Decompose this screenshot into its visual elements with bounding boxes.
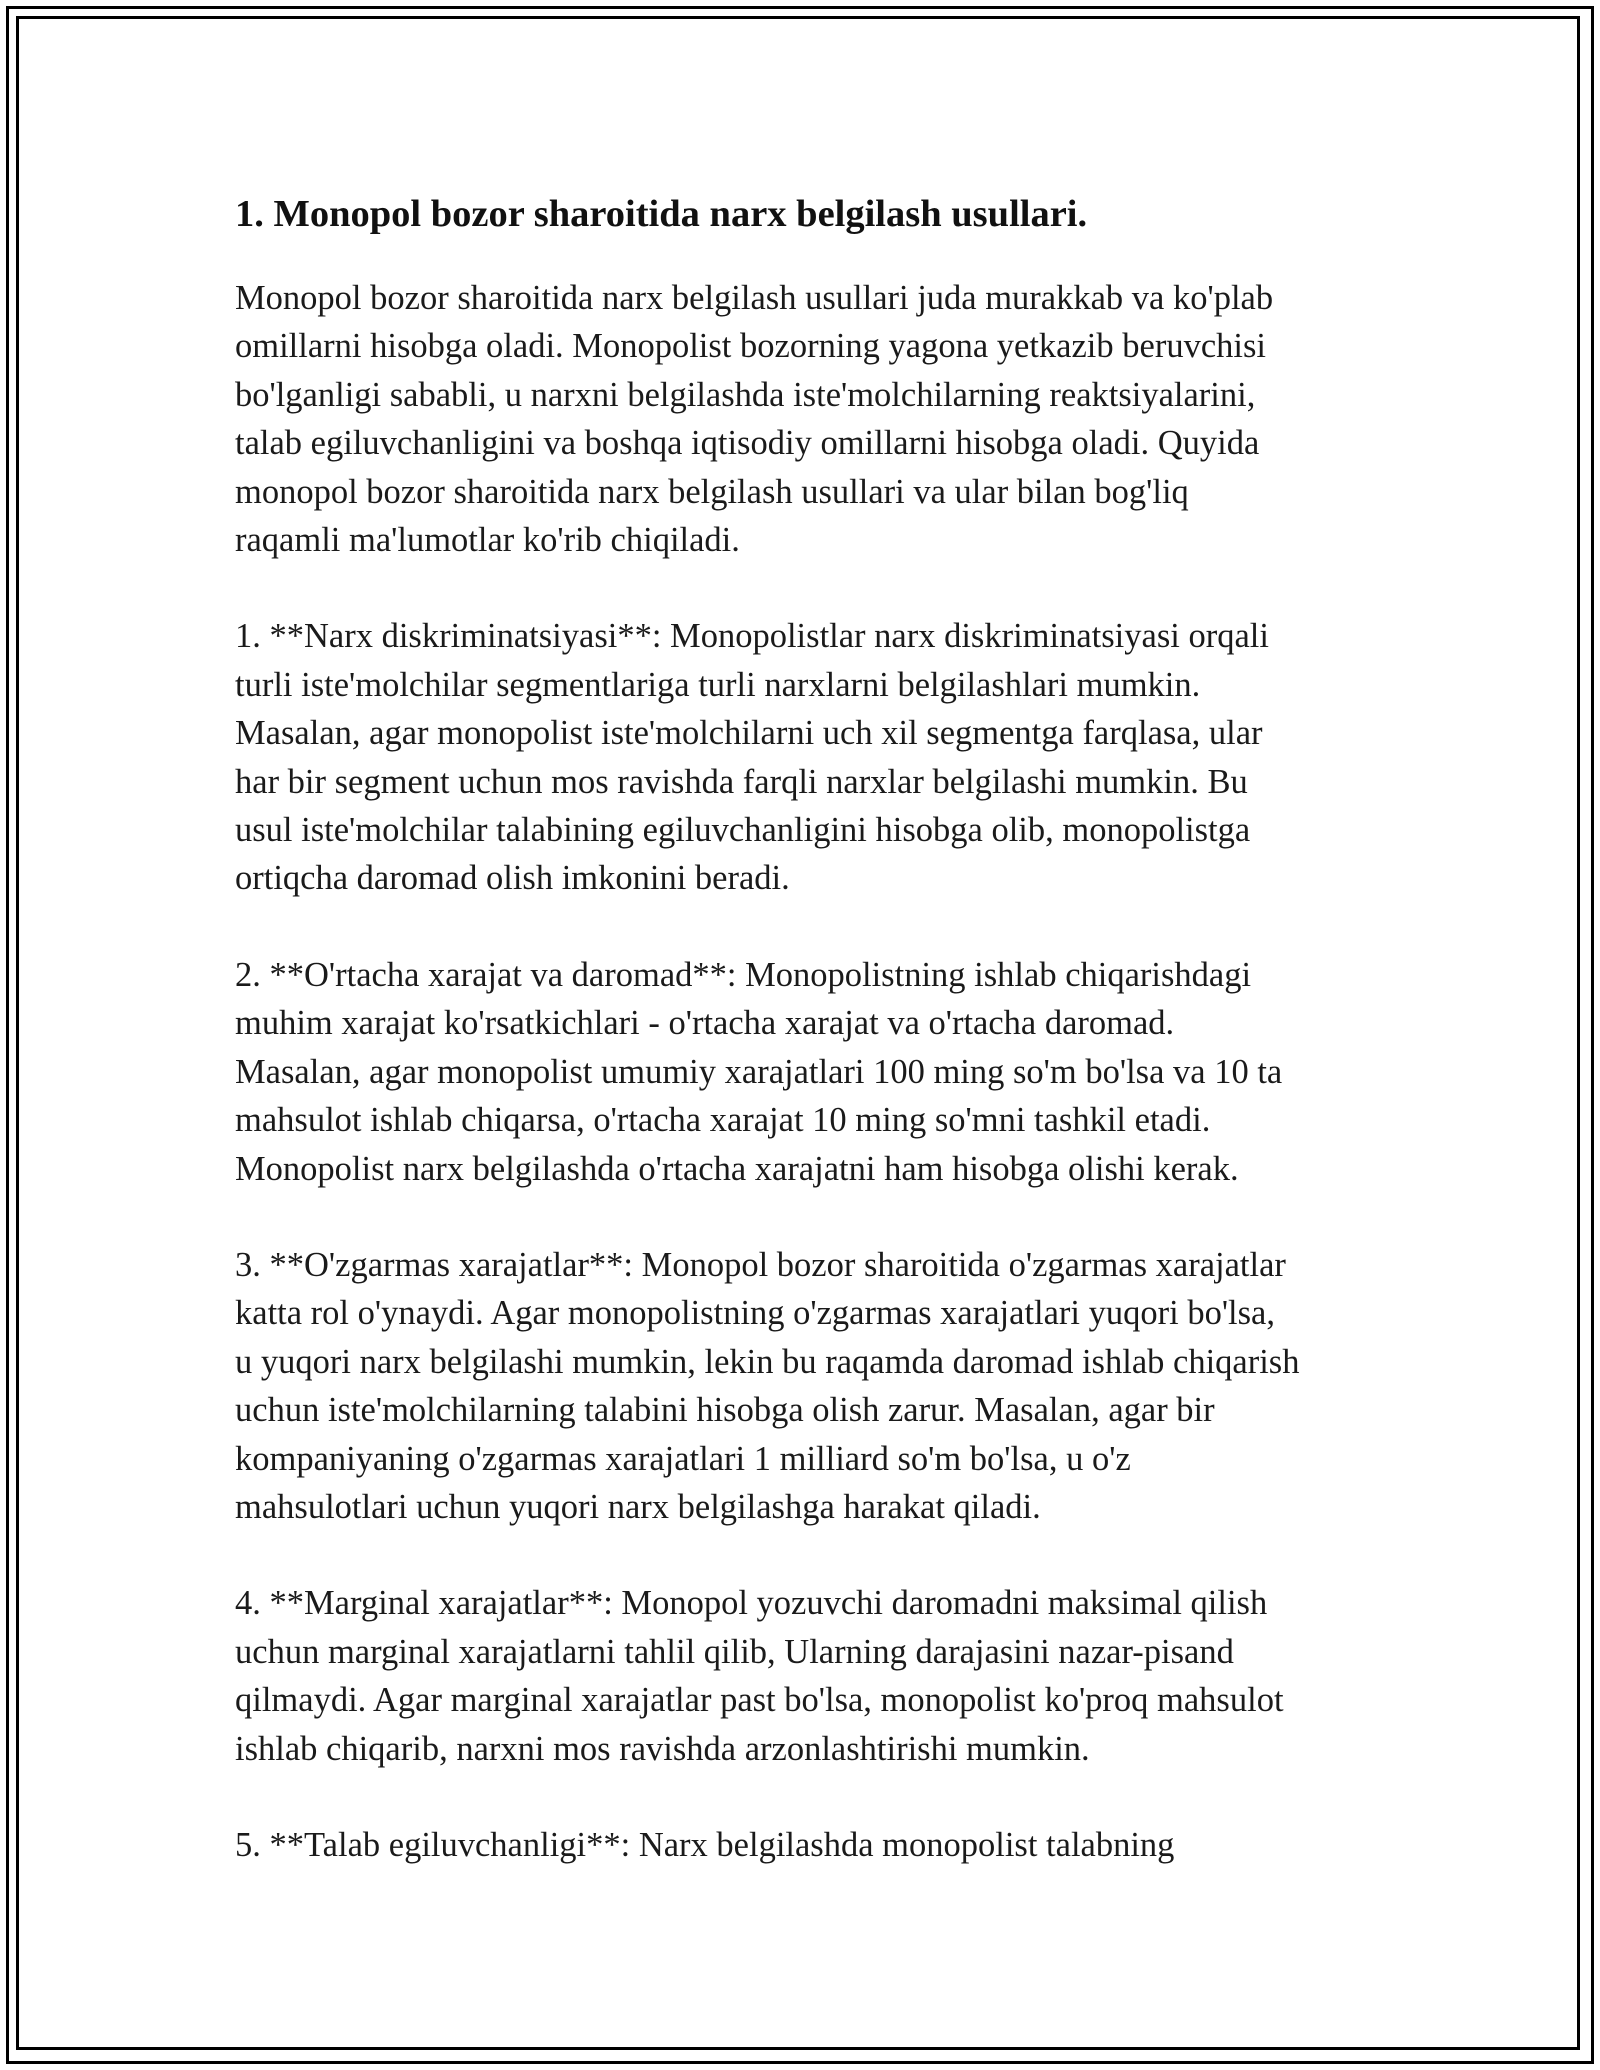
paragraph-average-cost-revenue: 2. **O'rtacha xarajat va daromad**: Monopolistning ishlab chiqarishdagi muhim xarajat ko'rsatkichlari - o'rtacha xarajat va o'rtacha daromad. Masalan, agar monopolist umumiy xarajatlari 100 ming so'm bo'lsa va 10 ta mahsulot ishlab chiqarsa, o'rtacha xarajat 10 ming so'mni tashkil etadi. Monopolist narx belgilashda o'rtacha xarajatni ham hisobga olishi kerak. xyxy=(235,955,1283,1188)
paragraph-marginal-costs: 4. **Marginal xarajatlar**: Monopol yozuvchi daromadni maksimal qilish uchun marginal xarajatlarni tahlil qilib, Ularning darajasini nazar-pisand qilmaydi. Agar marginal xarajatlar past bo'lsa, monopolist ko'proq mahsulot ishlab chiqarib, narxni mos ravishda arzonlashtirishi mumkin. xyxy=(235,1584,1284,1768)
document-body xyxy=(235,184,1380,1917)
document-title: 1. Monopol bozor sharoitida narx belgilash usullari. xyxy=(235,193,1088,235)
paragraph-price-discrimination: 1. **Narx diskriminatsiyasi**: Monopolistlar narx diskriminatsiyasi orqali turli iste'molchilar segmentlariga turli narxlarni belgilashlari mumkin. Masalan, agar monopolist iste'molchilarni uch xil segmentga farqlasa, ular har bir segment uchun mos ravishda farqli narxlar belgilashi mumkin. Bu usul iste'molchilar talabining egiluvchanligini hisobga olib, monopolistga ortiqcha daromad olish imkonini beradi. xyxy=(235,617,1269,898)
paragraph-fixed-costs: 3. **O'zgarmas xarajatlar**: Monopol bozor sharoitida o'zgarmas xarajatlar katta rol o'ynaydi. Agar monopolistning o'zgarmas xarajatlari yuqori bo'lsa, u yuqori narx belgilashi mumkin, lekin bu raqamda daromad ishlab chiqarish uchun iste'molchilarning talabini hisobga olish zarur. Masalan, agar bir kompaniyaning o'zgarmas xarajatlari 1 milliard so'm bo'lsa, u o'z mahsulotlari uchun yuqori narx belgilashga harakat qiladi. xyxy=(235,1245,1300,1526)
intro-paragraph: Monopol bozor sharoitida narx belgilash usullari juda murakkab va ko'plab omillarni hisobga oladi. Monopolist bozorning yagona yetkazib beruvchisi bo'lganligi sababli, u narxni belgilashda iste'molchilarning reaktsiyalarini, talab egiluvchanligini va boshqa iqtisodiy omillarni hisobga oladi. Quyida monopol bozor sharoitida narx belgilash usullari va ular bilan bog'liq raqamli ma'lumotlar ko'rib chiqiladi. xyxy=(235,279,1274,560)
paragraph-demand-elasticity: 5. **Talab egiluvchanligi**: Narx belgilashda monopolist talabning xyxy=(235,1825,1175,1864)
